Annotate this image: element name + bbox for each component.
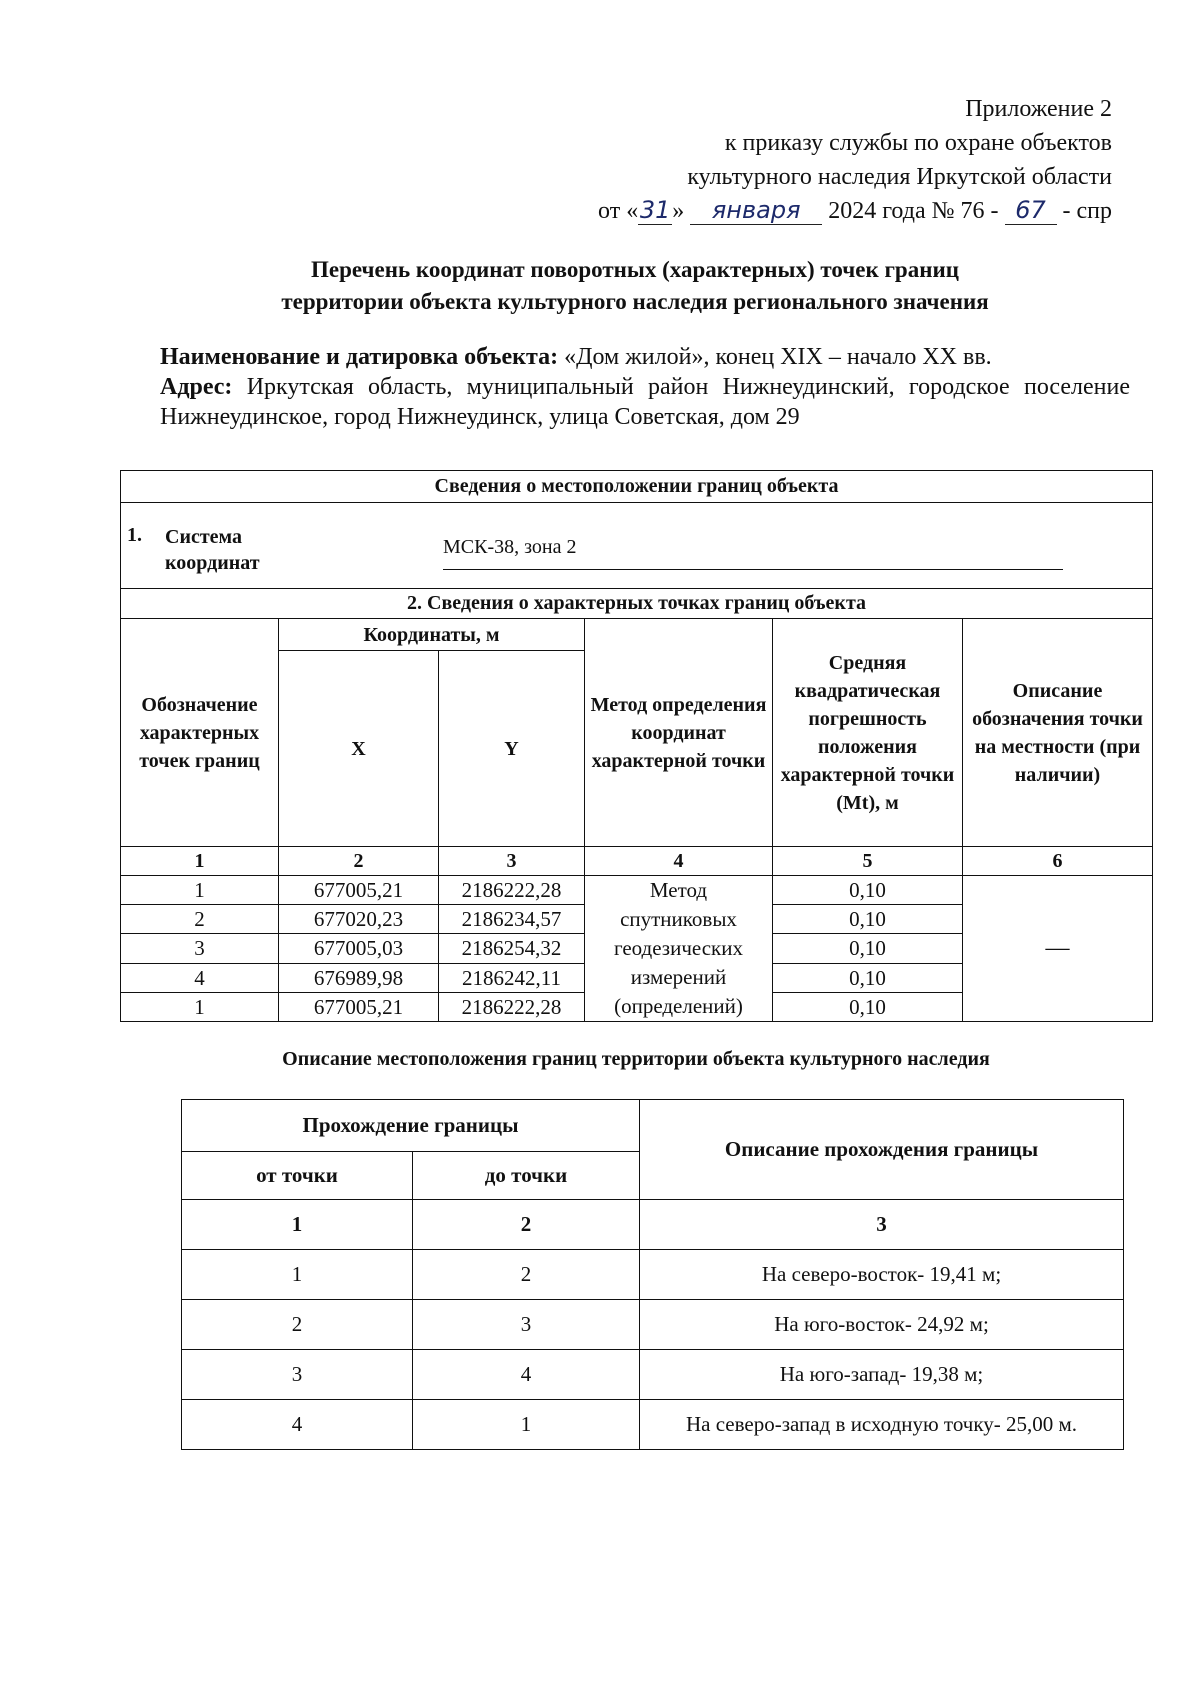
point-id: 4 (121, 963, 279, 992)
system-number: 1. (127, 523, 142, 546)
passage-description: На юго-запад- 19,38 м; (640, 1350, 1124, 1400)
object-info (160, 342, 1130, 432)
table1-title: Сведения о местоположении границ объекта (121, 471, 1153, 503)
appendix-authority-line: культурного наследия Иркутской области (687, 164, 1112, 190)
point-error: 0,10 (773, 876, 963, 905)
col-number-3: 3 (439, 847, 585, 876)
description-value: — (963, 876, 1153, 1022)
to-point: 1 (413, 1400, 640, 1450)
point-id: 2 (121, 905, 279, 934)
col-number-6: 6 (963, 847, 1153, 876)
boundary-location-table (120, 470, 1153, 1022)
appendix-date-line (492, 194, 1112, 228)
handwritten-day: 31 (639, 196, 671, 224)
appendix-header (492, 92, 1112, 228)
point-x: 677020,23 (279, 905, 439, 934)
col-method-header: Метод определения координат характерной точки (585, 619, 773, 847)
from-point: 1 (182, 1250, 413, 1300)
to-point: 3 (413, 1300, 640, 1350)
to-point: 4 (413, 1350, 640, 1400)
method-value: Метод спутниковых геодезических измерений (определений) (585, 876, 773, 1022)
section2-title: 2. Сведения о характерных точках границ объекта (121, 589, 1153, 619)
point-y: 2186234,57 (439, 905, 585, 934)
t2-col-number-3: 3 (640, 1200, 1124, 1250)
t2-col-number-2: 2 (413, 1200, 640, 1250)
boundary-description-table (181, 1099, 1124, 1450)
document-title (150, 254, 1120, 318)
col-number-1: 1 (121, 847, 279, 876)
from-point: 3 (182, 1350, 413, 1400)
object-address-label: Адрес: (160, 374, 233, 400)
object-address-line (160, 372, 1130, 432)
handwritten-month: января (690, 196, 822, 225)
from-point: 4 (182, 1400, 413, 1450)
to-point: 2 (413, 1250, 640, 1300)
point-y: 2186222,28 (439, 876, 585, 905)
col-description-header: Описание обозначения точки на местности (при наличии) (963, 619, 1153, 847)
point-y: 2186254,32 (439, 934, 585, 963)
passage-description: На северо-запад в исходную точку- 25,00 м. (640, 1400, 1124, 1450)
table-row (182, 1300, 1124, 1350)
coordinate-system-row (121, 503, 1153, 589)
col-x-header: X (279, 651, 439, 847)
passage-description: На северо-восток- 19,41 м; (640, 1250, 1124, 1300)
table2-title: Описание местоположения границ территории объекта культурного наследия (282, 1048, 990, 1070)
col-to-header: до точки (413, 1152, 640, 1200)
title-line-1: Перечень координат поворотных (характерных) точек границ (311, 257, 959, 282)
table-row (121, 876, 1153, 905)
point-y: 2186222,28 (439, 992, 585, 1021)
date-prefix: от « (598, 198, 639, 224)
system-value: МСК-38, зона 2 (443, 536, 1063, 570)
table-row (182, 1400, 1124, 1450)
point-x: 677005,21 (279, 992, 439, 1021)
point-x: 677005,21 (279, 876, 439, 905)
col-coordinates-header: Координаты, м (279, 619, 585, 651)
point-error: 0,10 (773, 992, 963, 1021)
object-name-label: Наименование и датировка объекта: (160, 344, 559, 370)
col-error-header: Средняя квадратическая погрешность положения характерной точки (Mt), м (773, 619, 963, 847)
point-id: 3 (121, 934, 279, 963)
col-designation-header: Обозначение характерных точек границ (121, 619, 279, 847)
appendix-title: Приложение 2 (965, 96, 1112, 122)
handwritten-order-number: 67 (1005, 196, 1057, 225)
object-address-value: Иркутская область, муниципальный район Нижнеудинский, городское поселение Нижнеудинское, город Нижнеудинск, улица Советская, дом 29 (160, 374, 1130, 430)
object-name-line (160, 342, 1130, 372)
order-suffix: - спр (1062, 198, 1112, 224)
col-number-2: 2 (279, 847, 439, 876)
col-y-header: Y (439, 651, 585, 847)
point-id: 1 (121, 876, 279, 905)
col-number-5: 5 (773, 847, 963, 876)
t2-col-number-1: 1 (182, 1200, 413, 1250)
date-mid: » (672, 198, 685, 224)
point-error: 0,10 (773, 963, 963, 992)
from-point: 2 (182, 1300, 413, 1350)
point-x: 677005,03 (279, 934, 439, 963)
point-error: 0,10 (773, 905, 963, 934)
col-number-4: 4 (585, 847, 773, 876)
col-passage-header: Прохождение границы (182, 1100, 640, 1152)
col-from-header: от точки (182, 1152, 413, 1200)
object-name-value: «Дом жилой», конец XIX – начало XX вв. (564, 344, 992, 370)
col-passage-description-header: Описание прохождения границы (640, 1100, 1124, 1200)
table-row (182, 1250, 1124, 1300)
passage-description: На юго-восток- 24,92 м; (640, 1300, 1124, 1350)
title-line-2: территории объекта культурного наследия регионального значения (281, 289, 989, 314)
appendix-order-line: к приказу службы по охране объектов (724, 130, 1112, 156)
point-y: 2186242,11 (439, 963, 585, 992)
year-part: 2024 года № 76 - (828, 198, 999, 224)
table-row (182, 1350, 1124, 1400)
system-label: Система координат (165, 525, 260, 574)
point-error: 0,10 (773, 934, 963, 963)
point-id: 1 (121, 992, 279, 1021)
point-x: 676989,98 (279, 963, 439, 992)
